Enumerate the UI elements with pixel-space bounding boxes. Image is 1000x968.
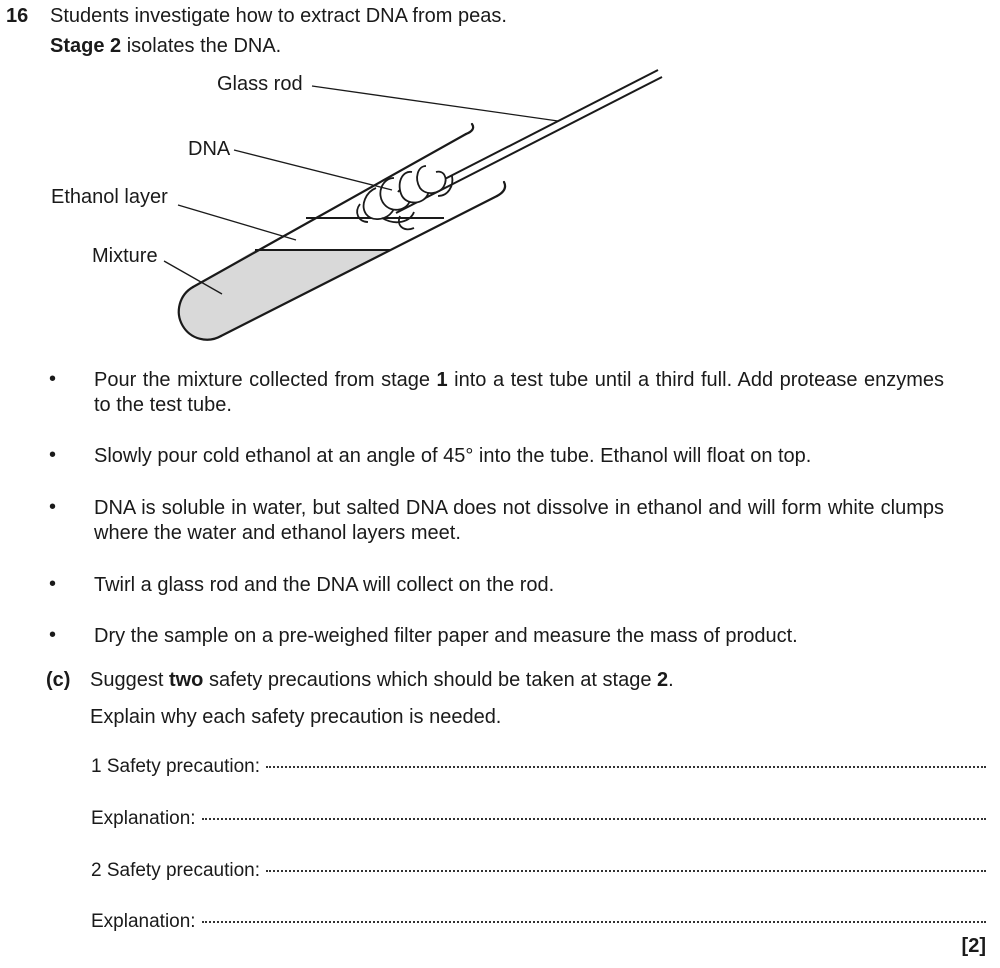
answer-line-2[interactable]: Explanation: — [91, 808, 986, 830]
glass-rod-label: Glass rod — [217, 73, 303, 95]
part-c-label: (c) — [46, 669, 71, 691]
stage-2-rest: isolates the DNA. — [121, 35, 282, 57]
ethanol-leader — [178, 205, 296, 240]
bullet-symbol: • — [49, 444, 57, 466]
marks-total: [2] — [961, 935, 986, 957]
mixture-label: Mixture — [92, 245, 158, 267]
ethanol-layer-label: Ethanol layer — [51, 186, 168, 208]
bullet-item-1: Pour the mixture collected from stage 1 into a test tube until a third full. Add protease enzymes to the test tube. — [94, 369, 944, 416]
part-c-prompt: Suggest two safety precautions which should be taken at stage 2. — [90, 669, 674, 691]
question-number: 16 — [6, 5, 29, 27]
mixture-region — [179, 250, 390, 340]
stage-2-bold: Stage 2 — [50, 35, 122, 57]
glass-rod-leader — [312, 86, 558, 121]
tube-rim-left — [466, 124, 473, 134]
bullet-item-2: Slowly pour cold ethanol at an angle of 45° into the tube. Ethanol will float on top. — [94, 445, 812, 467]
bullet-symbol: • — [49, 496, 57, 518]
bullet-item-5: Dry the sample on a pre-weighed filter paper and measure the mass of product. — [94, 625, 798, 647]
test-tube-diagram — [0, 0, 1000, 360]
bullet-symbol: • — [49, 368, 57, 390]
dna-leader — [234, 150, 392, 190]
layer-lines — [255, 218, 444, 250]
bullet-item-4: Twirl a glass rod and the DNA will collect on the rod. — [94, 574, 555, 596]
tube-rim-right — [497, 182, 505, 196]
answer-line-4[interactable]: Explanation: — [91, 911, 986, 933]
bullet-symbol: • — [49, 573, 57, 595]
answer-line-3[interactable]: 2 Safety precaution: — [91, 860, 986, 882]
dna-label: DNA — [188, 138, 231, 160]
bullet-symbol: • — [49, 624, 57, 646]
question-intro: Students investigate how to extract DNA from peas. — [50, 5, 507, 27]
bullet-item-3: DNA is soluble in water, but salted DNA does not dissolve in ethanol and will form white clumps where the water and ethanol layers meet. — [94, 497, 944, 544]
dna-clump — [357, 166, 452, 229]
answer-line-1[interactable]: 1 Safety precaution: — [91, 756, 986, 778]
part-c-explain: Explain why each safety precaution is needed. — [90, 706, 502, 728]
